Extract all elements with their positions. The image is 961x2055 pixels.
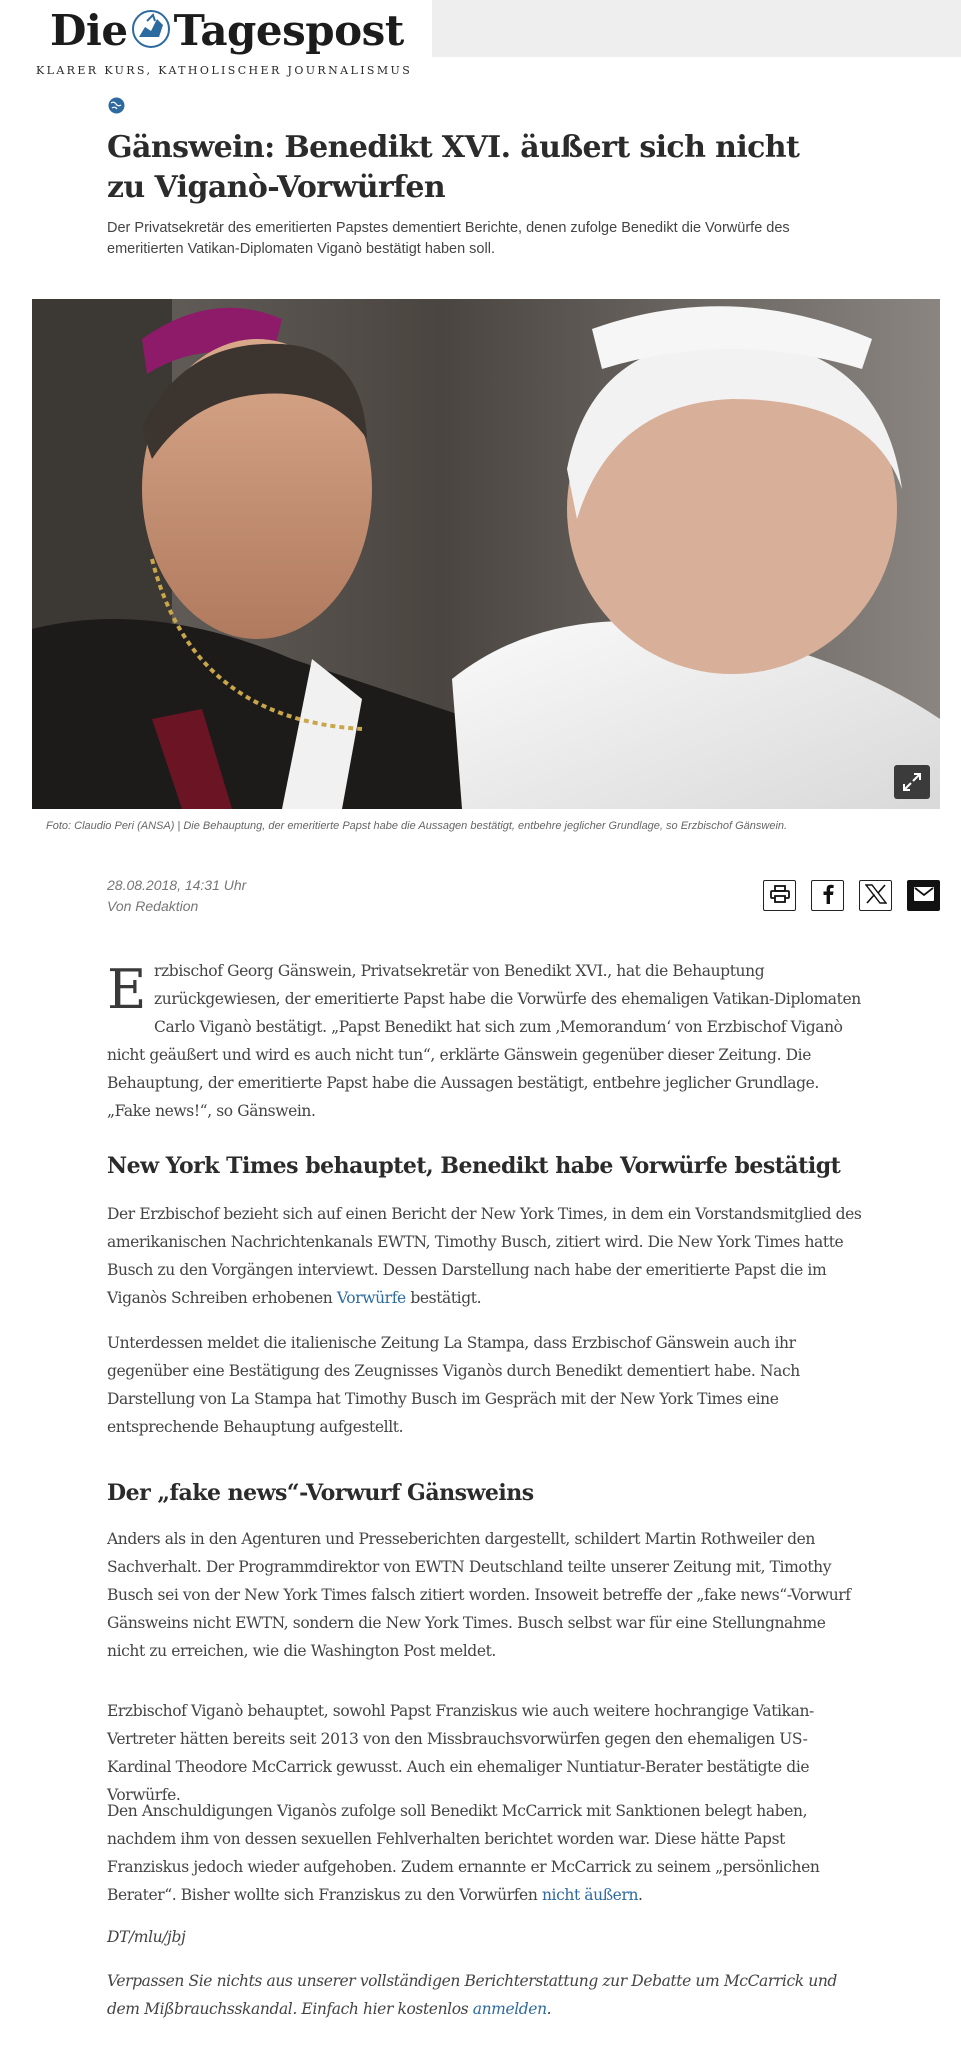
- subheading-1: New York Times behauptet, Benedikt habe Vorwürfe bestätigt: [107, 1153, 841, 1179]
- print-icon: [770, 885, 790, 907]
- expand-icon: [902, 772, 922, 792]
- drop-cap: E: [107, 958, 147, 1021]
- print-button[interactable]: [763, 880, 796, 911]
- link-vorwuerfe[interactable]: Vorwürfe: [336, 1289, 406, 1307]
- signup-link[interactable]: anmelden: [472, 2000, 547, 2018]
- header-bar: [432, 0, 961, 57]
- facebook-icon: [822, 884, 834, 908]
- hero-image: [32, 299, 940, 809]
- article-paragraph-1: Erzbischof Georg Gänswein, Privatsekretär von Benedikt XVI., hat die Behauptung zurückgewiesen, der emeritierte Papst habe die Vorwürfe des ehemaligen Vatikan-Diplomaten Carlo Viganò bestätigt. „Papst Benedikt hat sich zum ‚Memorandum‘ von Erzbischof Viganò nicht geäußert und wird es auch nicht tun“, erklärte Gänswein gegenüber dieser Zeitung. Die Behauptung, der emeritierte Papst habe die Aussagen bestätigt, entbehre jeglicher Grundlage. „Fake news!“, so Gänswein.: [107, 958, 861, 1120]
- link-nicht-aeussern[interactable]: nicht äußern: [541, 1886, 639, 1904]
- image-caption: Foto: Claudio Peri (ANSA) | Die Behauptung, der emeritierte Papst habe die Aussagen bestätigt, entbehre jeglicher Grundlage, so Erzbischof Gänswein.: [46, 820, 788, 832]
- article-paragraph-3: Unterdessen meldet die italienische Zeitung La Stampa, dass Erzbischof Gänswein auch ihr gegenüber eine Bestätigung des Zeugnisses Viganòs durch Benedikt dementiert habe. Nach Darstellung von La Stampa hat Timothy Busch im Gespräch mit der New York Times eine entsprechende Behauptung aufgestellt.: [107, 1334, 800, 1436]
- facebook-share-button[interactable]: [811, 880, 844, 911]
- article-paragraph-4: Anders als in den Agenturen und Presseberichten dargestellt, schildert Martin Rothweiler den Sachverhalt. Der Programmdirektor von EWTN Deutschland teilte unserer Zeitung mit, Timothy Busch sei von der New York Times falsch zitiert worden. Insoweit betreffe der „fake news“-Vorwurf Gänsweins nicht EWTN, sondern die New York Times. Busch selbst war für eine Stellungnahme nicht zu erreichen, wie die Washington Post meldet.: [107, 1530, 851, 1660]
- site-logo[interactable]: [50, 6, 404, 55]
- subheading-2: Der „fake news“-Vorwurf Gänsweins: [107, 1480, 534, 1506]
- article-paragraph-2: Der Erzbischof bezieht sich auf einen Bericht der New York Times, in dem ein Vorstandsmitglied des amerikanischen Nachrichtenkanals EWTN, Timothy Busch, zitiert wird. Die New York Times hatte Busch zu den Vorgängen interviewt. Dessen Darstellung nach habe der emeritierte Papst die im Viganòs Schreiben erhobenen Vorwürfe bestätigt.: [107, 1205, 862, 1307]
- article-paragraph-5: Erzbischof Viganò behauptet, sowohl Papst Franziskus wie auch weitere hochrangige Vatikan-Vertreter hätten bereits seit 2013 von den Missbrauchsvorwürfen gegen den ehemaligen US-Kardinal Theodore McCarrick gewusst. Auch ein ehemaliger Nuntiatur-Berater bestätigte die Vorwürfe.: [107, 1702, 814, 1804]
- article-date: 28.08.2018, 14:31 Uhr: [107, 877, 247, 893]
- article-author: Von Redaktion: [107, 898, 199, 914]
- x-icon: [865, 884, 887, 908]
- expand-image-button[interactable]: [894, 765, 930, 799]
- x-share-button[interactable]: [859, 880, 892, 911]
- article-title: Gänswein: Benedikt XVI. äußert sich nicht zu Viganò-Vorwürfen: [107, 130, 800, 205]
- article-paragraph-6: Den Anschuldigungen Viganòs zufolge soll Benedikt McCarrick mit Sanktionen belegt haben, nachdem ihm von dessen sexuellen Fehlverhalten berichtet worden war. Diese hätte Papst Franziskus jedoch wieder aufgehoben. Zudem ernannte er McCarrick zu seinem „persönlichen Berater“. Bisher wollte sich Franziskus zu den Vorwürfen nicht äußern.: [107, 1802, 820, 1904]
- newsletter-promo: Verpassen Sie nichts aus unserer vollständigen Berichterstattung zur Debatte um McCarrick und dem Mißbrauchsskandal. Einfach hier kostenlos anmelden.: [107, 1972, 837, 2018]
- logo-text-left: Die: [50, 6, 128, 55]
- logo-text-right: Tagespost: [173, 6, 404, 55]
- article-lead: Der Privatsekretär des emeritierten Papstes dementiert Berichte, denen zufolge Benedikt die Vorwürfe des emeritierten Vatikan-Diplomaten Viganò bestätigt haben soll.: [107, 220, 790, 257]
- site-tagline: KLARER KURS, KATHOLISCHER JOURNALISMUS: [36, 64, 413, 77]
- article-signature: DT/mlu/jbj: [107, 1928, 186, 1946]
- logo-horse-rider-icon: [129, 7, 173, 51]
- mail-icon: [914, 886, 934, 905]
- globe-icon: [108, 97, 125, 114]
- mail-share-button[interactable]: [907, 880, 940, 911]
